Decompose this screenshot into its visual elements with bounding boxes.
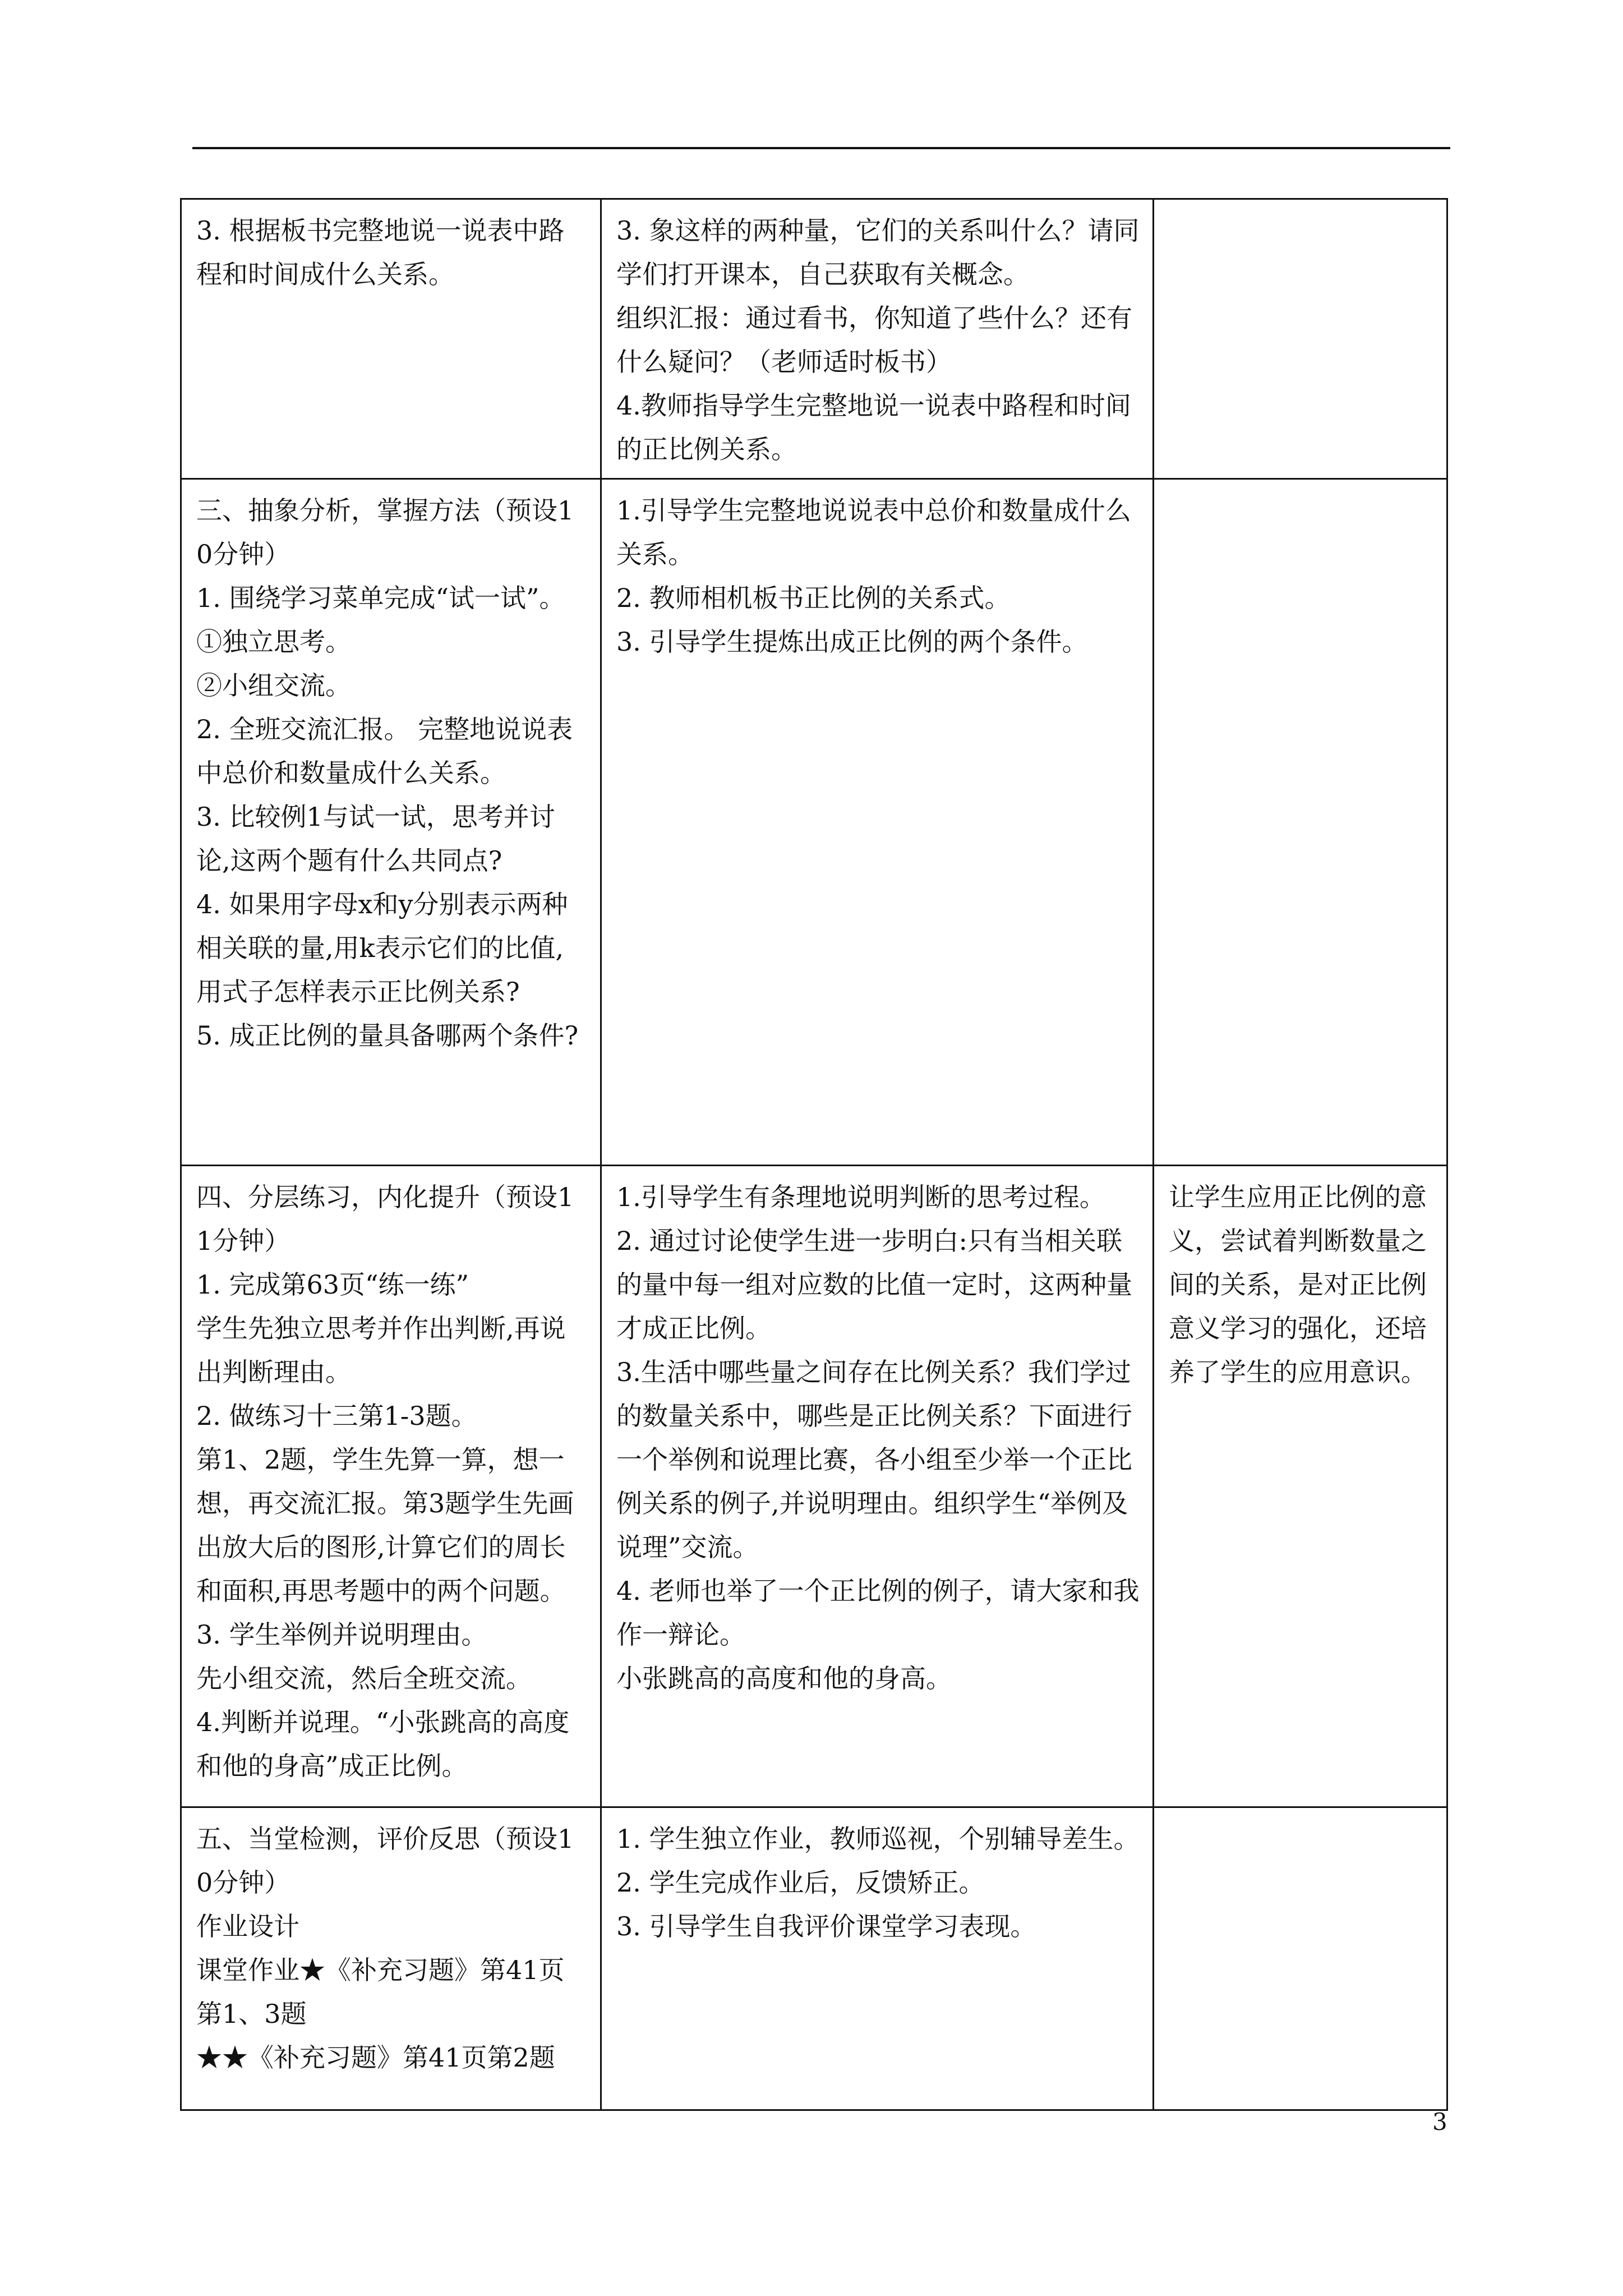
table-row bbox=[181, 1166, 1447, 1807]
design-intent-cell bbox=[1154, 1166, 1447, 1807]
cell-text: 5. 成正比例的量具备哪两个条件? bbox=[196, 1020, 579, 1051]
cell-text: 4.教师指导学生完整地说一说表中路程和时间的正比例关系。 bbox=[616, 390, 1131, 464]
cell-text: 三、抽象分析，掌握方法（预设10分钟） bbox=[196, 495, 574, 569]
header-rule bbox=[192, 147, 1450, 149]
teacher-activity-cell bbox=[601, 199, 1154, 479]
table-row bbox=[181, 479, 1447, 1166]
cell-text: 4. 如果用字母x和y分别表示两种相关联的量,用k表示它们的比值,用式子怎样表示正比例关系? bbox=[196, 889, 568, 1007]
cell-text: 1. 学生独立作业，教师巡视，个别辅导差生。 bbox=[616, 1824, 1140, 1854]
cell-text: 1.引导学生完整地说说表中总价和数量成什么关系。 bbox=[616, 495, 1131, 569]
cell-text: ②小组交流。 bbox=[196, 670, 351, 701]
teacher-activity-cell bbox=[601, 479, 1154, 1166]
cell-text: 1. 完成第63页“练一练” bbox=[196, 1269, 469, 1300]
cell-text: 3. 比较例1与试一试，思考并讨论,这两个题有什么共同点? bbox=[196, 802, 555, 876]
cell-text: 3. 引导学生提炼出成正比例的两个条件。 bbox=[616, 627, 1088, 657]
design-intent-cell bbox=[1154, 199, 1447, 479]
table-row bbox=[181, 199, 1447, 479]
cell-text: 组织汇报：通过看书，你知道了些什么？还有什么疑问？（老师适时板书） bbox=[616, 303, 1132, 377]
cell-text: 让学生应用正比例的意义，尝试着判断数量之间的关系，是对正比例意义学习的强化，还培养了学生的应用意识。 bbox=[1169, 1182, 1427, 1387]
cell-text: 3. 根据板书完整地说一说表中路程和时间成什么关系。 bbox=[196, 215, 565, 289]
cell-text: 3.生活中哪些量之间存在比例关系？我们学过的数量关系中，哪些是正比例关系？下面进行一个举例和说理比赛，各小组至少举一个正比例关系的例子,并说明理由。组织学生“举例及说理”交流。 bbox=[616, 1357, 1132, 1562]
student-activity-cell bbox=[181, 479, 601, 1166]
table-row bbox=[181, 1807, 1447, 2110]
cell-text: 3. 象这样的两种量，它们的关系叫什么？请同学们打开课本，自己获取有关概念。 bbox=[616, 215, 1140, 289]
design-intent-cell bbox=[1154, 479, 1447, 1166]
design-intent-cell bbox=[1154, 1807, 1447, 2110]
cell-text: 4. 老师也举了一个正比例的例子，请大家和我作一辩论。 bbox=[616, 1576, 1140, 1650]
cell-text: 2. 通过讨论使学生进一步明白:只有当相关联的量中每一组对应数的比值一定时，这两种量才成正比例。 bbox=[616, 1226, 1132, 1343]
student-activity-cell bbox=[181, 1807, 601, 2110]
cell-text: 2. 学生完成作业后，反馈矫正。 bbox=[616, 1867, 985, 1898]
cell-text: 先小组交流，然后全班交流。 bbox=[196, 1663, 532, 1694]
student-activity-cell bbox=[181, 1166, 601, 1807]
cell-text: 4.判断并说理。“小张跳高的高度和他的身高”成正比例。 bbox=[196, 1707, 570, 1781]
cell-text: 学生先独立思考并作出判断,再说出判断理由。 bbox=[196, 1313, 566, 1387]
cell-text: 四、分层练习，内化提升（预设11分钟） bbox=[196, 1182, 574, 1256]
student-activity-cell bbox=[181, 199, 601, 479]
cell-text: 作业设计 bbox=[196, 1911, 299, 1941]
cell-text: 3. 引导学生自我评价课堂学习表现。 bbox=[616, 1911, 1036, 1941]
cell-text: ①独立思考。 bbox=[196, 627, 351, 657]
cell-text: 1.引导学生有条理地说明判断的思考过程。 bbox=[616, 1182, 1105, 1212]
teacher-activity-cell bbox=[601, 1807, 1154, 2110]
cell-text: 小张跳高的高度和他的身高。 bbox=[616, 1663, 952, 1694]
cell-text: 课堂作业★《补充习题》第41页第1、3题 bbox=[196, 1955, 565, 2029]
cell-text: ★★《补充习题》第41页第2题 bbox=[196, 2042, 555, 2073]
cell-text: 1. 围绕学习菜单完成“试一试”。 bbox=[196, 583, 565, 613]
lesson-plan-table bbox=[180, 198, 1448, 2111]
teacher-activity-cell bbox=[601, 1166, 1154, 1807]
cell-text: 2. 做练习十三第1-3题。 bbox=[196, 1401, 477, 1431]
cell-text: 2. 教师相机板书正比例的关系式。 bbox=[616, 583, 1011, 613]
cell-text: 五、当堂检测，评价反思（预设10分钟） bbox=[196, 1824, 574, 1898]
page-number: 3 bbox=[1432, 2108, 1447, 2136]
cell-text: 3. 学生举例并说明理由。 bbox=[196, 1619, 487, 1650]
cell-text: 第1、2题，学生先算一算，想一想，再交流汇报。第3题学生先画出放大后的图形,计算它们的周长和面积,再思考题中的两个问题。 bbox=[196, 1444, 574, 1606]
cell-text: 2. 全班交流汇报。 完整地说说表中总价和数量成什么关系。 bbox=[196, 714, 573, 788]
